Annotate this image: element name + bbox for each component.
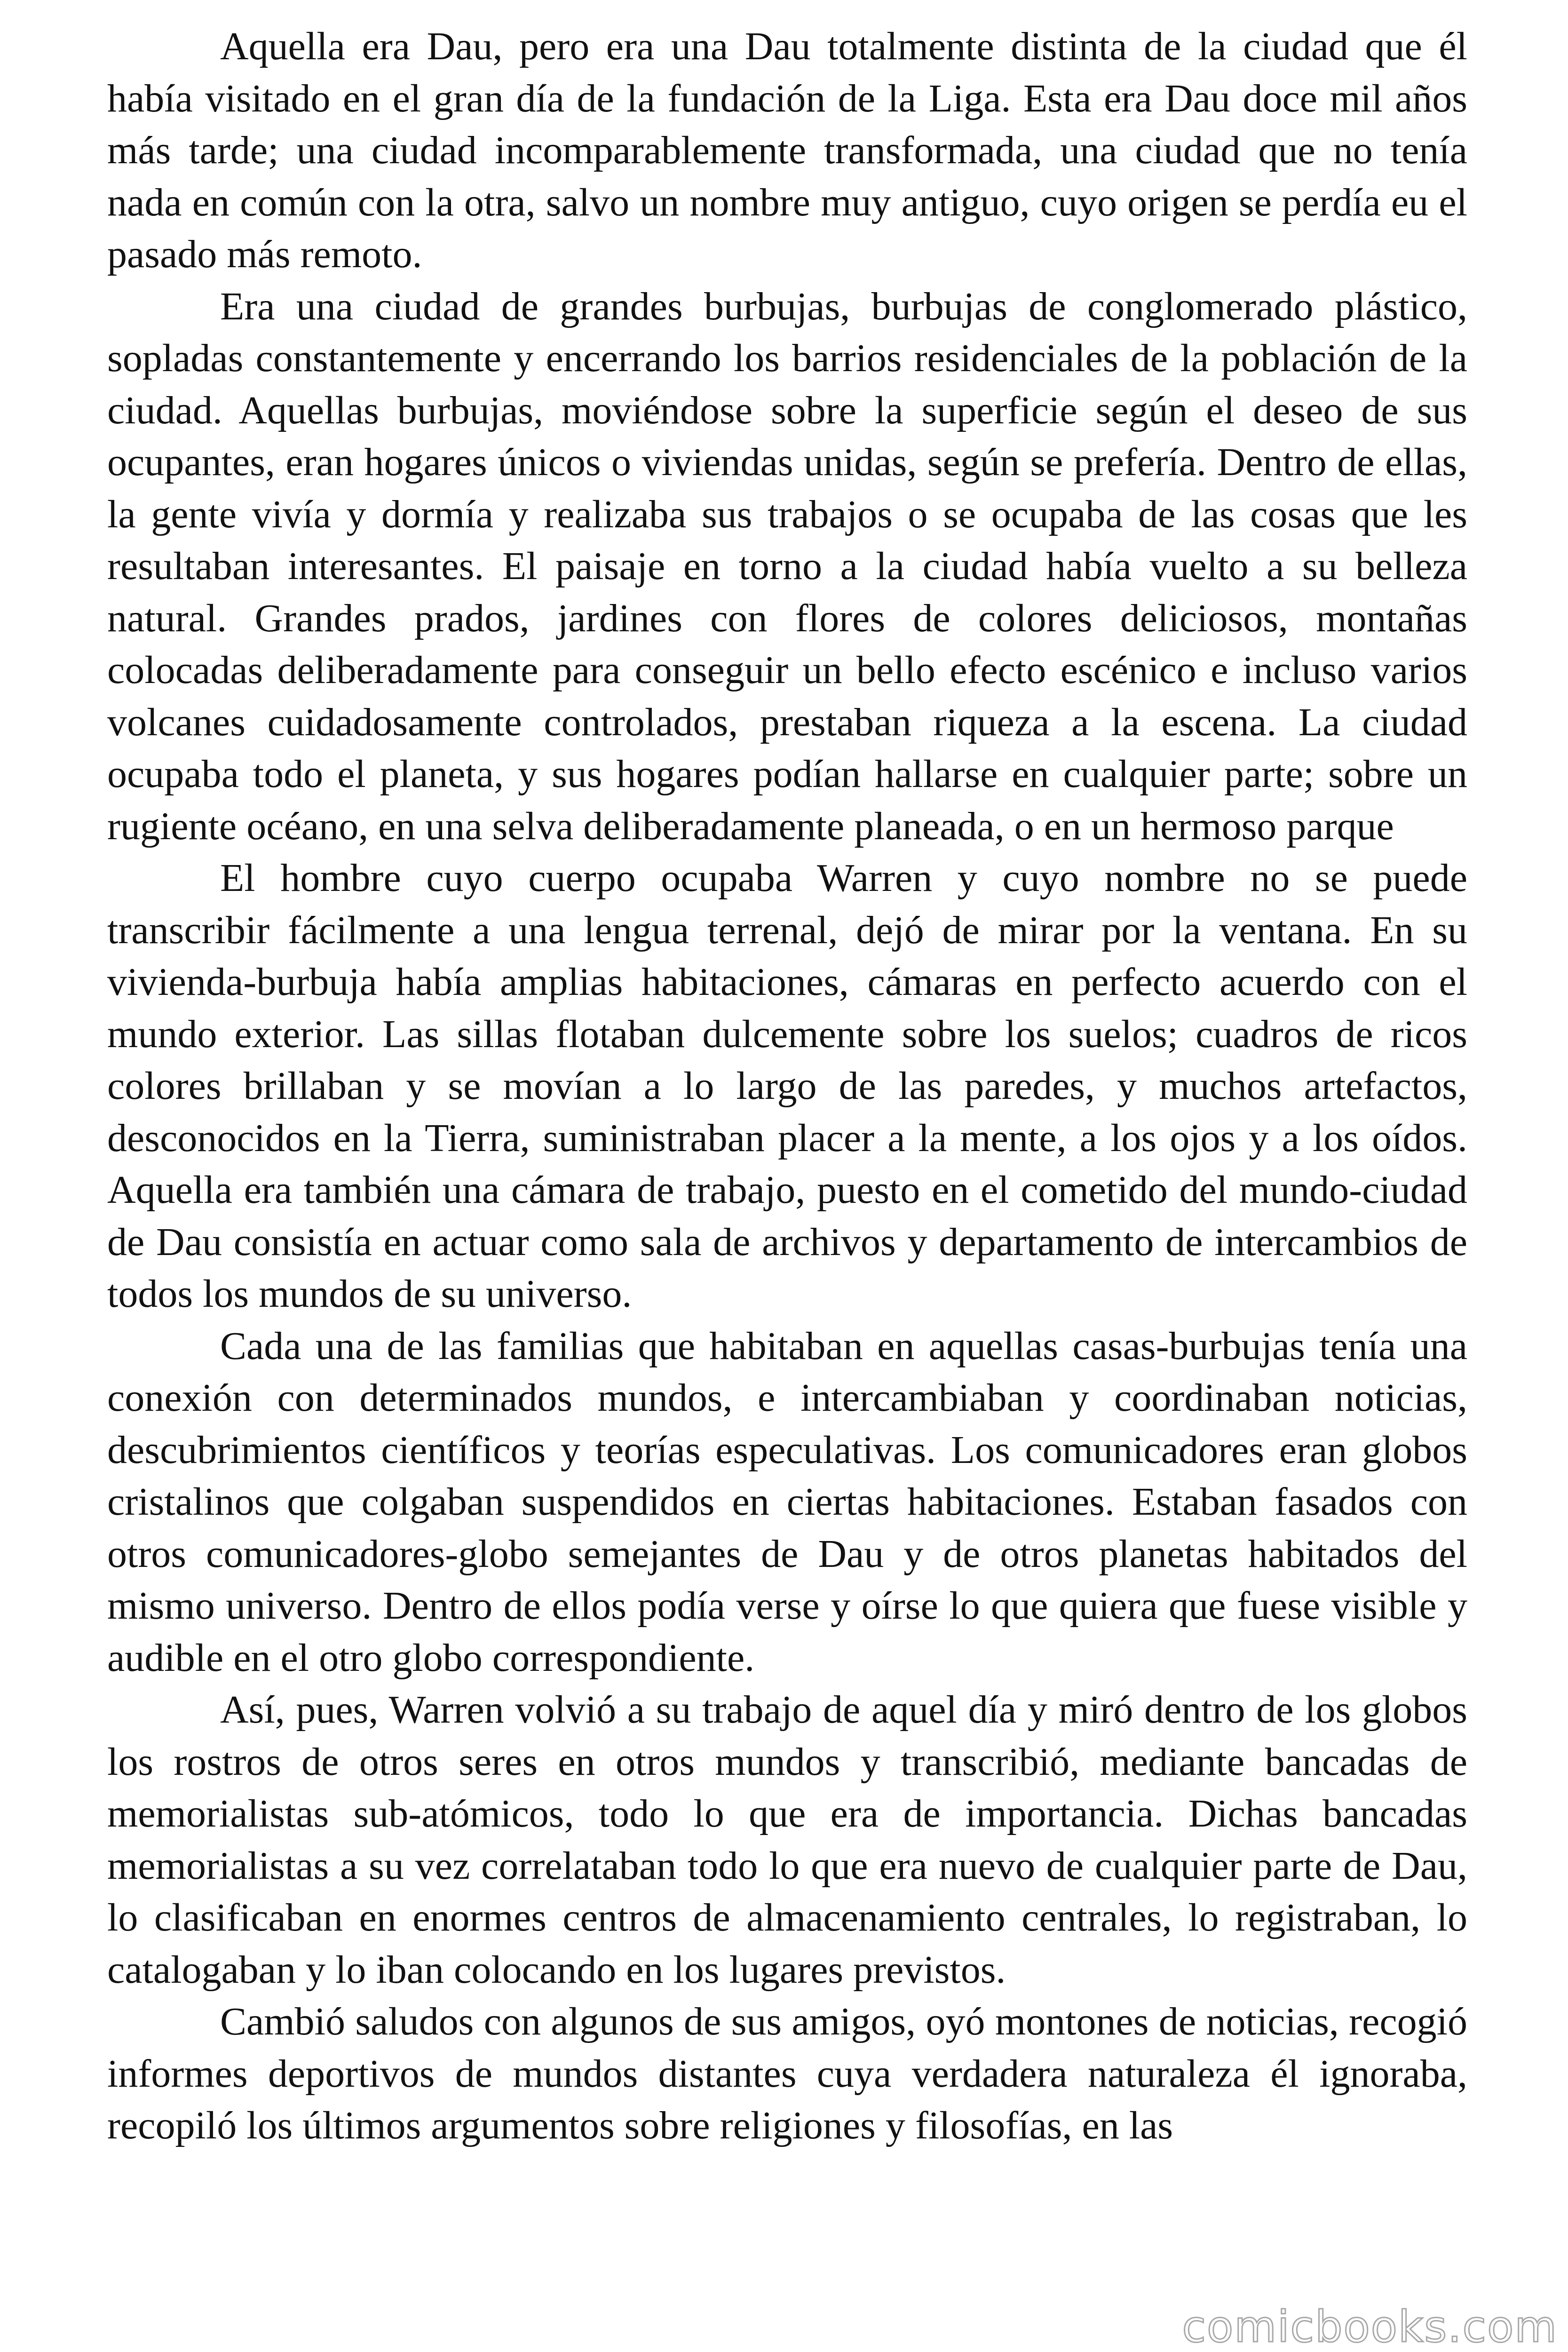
paragraph-2: Era una ciudad de grandes burbujas, burbujas de conglomerado plástico, sopladas constantemente y encerrando los barrios residenciales de la población de la ciudad. Aquellas burbujas, moviéndose sobre la superficie según el deseo de sus ocupantes, eran hogares únicos o viviendas unidas, según se prefería. Dentro de ellas, la gente vivía y dormía y realizaba sus trabajos o se ocupaba de las cosas que les resultaban interesantes. El paisaje en torno a la ciudad había vuelto a su belleza natural. Grandes prados, jardines con flores de colores deliciosos, montañas colocadas deliberadamente para conseguir un bello efecto escénico e incluso varios volcanes cuidadosamente controlados, prestaban riqueza a la escena. La ciudad ocupaba todo el planeta, y sus hogares podían hallarse en cualquier parte; sobre un rugiente océano, en una selva deliberadamente planeada, o en un hermoso parque xyxy=(107,284,1467,848)
paragraph-6: Cambió saludos con algunos de sus amigos, oyó montones de noticias, recogió informes deportivos de mundos distantes cuya verdadera naturaleza él ignoraba, recopiló los últimos argumentos sobre religiones y filosofías, en las xyxy=(107,2000,1467,2147)
paragraph-3: El hombre cuyo cuerpo ocupaba Warren y cuyo nombre no se puede transcribir fácilmente a una lengua terrenal, dejó de mirar por la ventana. En su vivienda-burbuja había amplias habitaciones, cámaras en perfecto acuerdo con el mundo exterior. Las sillas flotaban dulcemente sobre los suelos; cuadros de ricos colores brillaban y se movían a lo largo de las paredes, y muchos artefactos, desconocidos en la Tierra, suministraban placer a la mente, a los ojos y a los oídos. Aquella era también una cámara de trabajo, puesto en el cometido del mundo-ciudad de Dau consistía en actuar como sala de archivos y departamento de intercambios de todos los mundos de su universo. xyxy=(107,856,1467,1316)
paragraph-5: Así, pues, Warren volvió a su trabajo de aquel día y miró dentro de los globos los rostros de otros seres en otros mundos y transcribió, mediante bancadas de memorialistas sub-atómicos, todo lo que era de importancia. Dichas bancadas memorialistas a su vez correlataban todo lo que era nuevo de cualquier parte de Dau, lo clasificaban en enormes centros de almacenamiento centrales, lo registraban, lo catalogaban y lo iban colocando en los lugares previstos. xyxy=(107,1688,1467,1992)
watermark: comicbooks.com xyxy=(1182,2302,1558,2352)
paragraph-1: Aquella era Dau, pero era una Dau totalmente distinta de la ciudad que él había visitado en el gran día de la fundación de la Liga. Esta era Dau doce mil años más tarde; una ciudad incomparablemente transformada, una ciudad que no tenía nada en común con la otra, salvo un nombre muy antiguo, cuyo origen se perdía eu el pasado más remoto. xyxy=(107,24,1467,276)
paragraph-4: Cada una de las familias que habitaban en aquellas casas-burbujas tenía una conexión con determinados mundos, e intercambiaban y coordinaban noticias, descubrimientos científicos y teorías especulativas. Los comunicadores eran globos cristalinos que colgaban suspendidos en ciertas habitaciones. Estaban fasados con otros comunicadores-globo semejantes de Dau y de otros planetas habitados del mismo universo. Dentro de ellos podía verse y oírse lo que quiera que fuese visible y audible en el otro globo correspondiente. xyxy=(107,1324,1467,1680)
page-body xyxy=(107,21,1467,2152)
